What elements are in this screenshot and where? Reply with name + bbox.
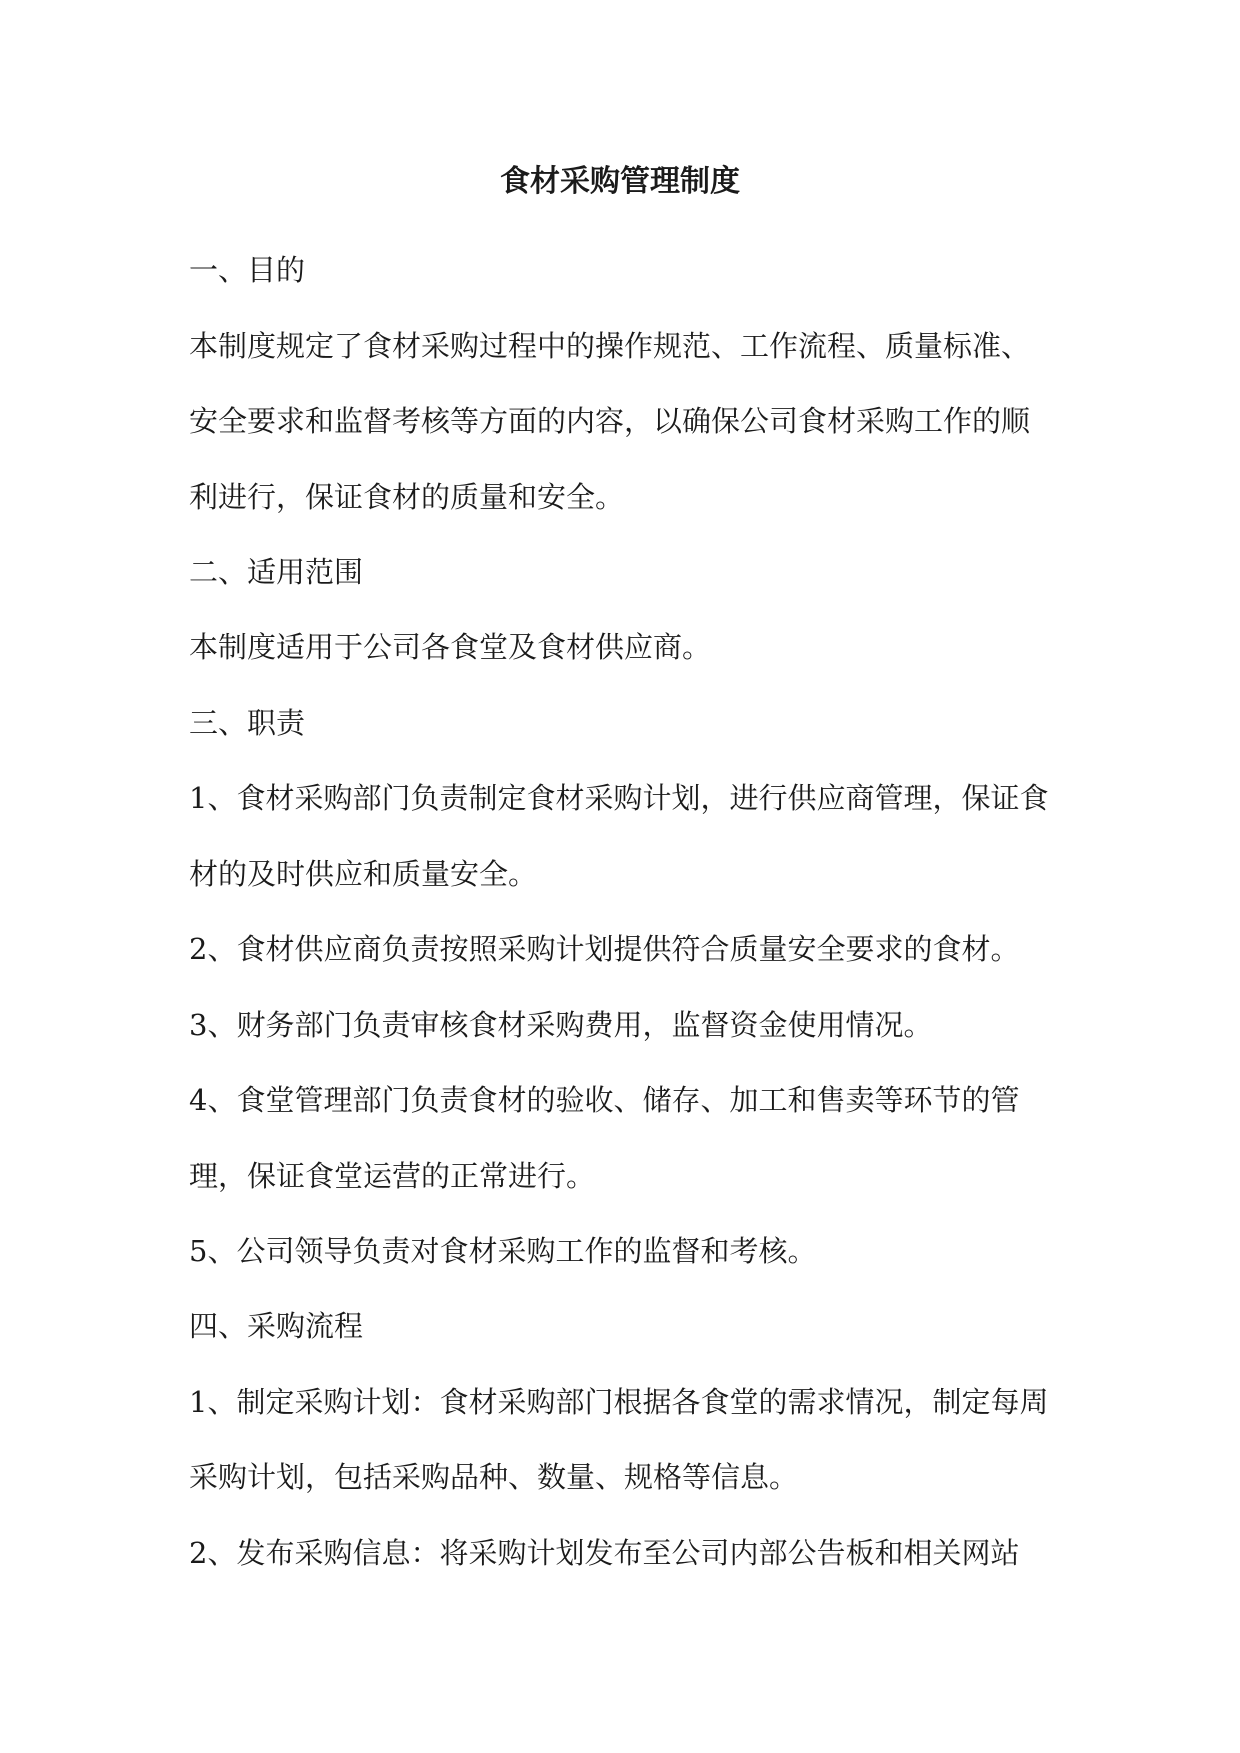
list-item-line: 理，保证食堂运营的正常进行。 [189, 1159, 596, 1193]
paragraph-line: 安全要求和监督考核等方面的内容，以确保公司食材采购工作的顺 [189, 404, 1031, 438]
list-item-line: 采购计划，包括采购品种、数量、规格等信息。 [189, 1460, 799, 1494]
list-item-line: 1、制定采购计划：食材采购部门根据各食堂的需求情况，制定每周 [189, 1385, 1049, 1419]
list-item-line: 5、公司领导负责对食材采购工作的监督和考核。 [189, 1234, 817, 1268]
list-item-line: 2、食材供应商负责按照采购计划提供符合质量安全要求的食材。 [189, 932, 1020, 966]
list-item-line: 材的及时供应和质量安全。 [189, 857, 538, 891]
list-item-line: 4、食堂管理部门负责食材的验收、储存、加工和售卖等环节的管 [189, 1083, 1020, 1117]
document-title: 食材采购管理制度 [500, 164, 740, 199]
list-item-line: 2、发布采购信息：将采购计划发布至公司内部公告板和相关网站 [189, 1536, 1020, 1570]
paragraph-line: 本制度适用于公司各食堂及食材供应商。 [189, 630, 712, 664]
paragraph-line: 利进行，保证食材的质量和安全。 [189, 480, 625, 514]
section-heading-procurement-process: 四、采购流程 [189, 1309, 364, 1343]
section-heading-purpose: 一、目的 [189, 253, 306, 287]
section-heading-scope: 二、适用范围 [189, 555, 364, 589]
list-item-line: 1、食材采购部门负责制定食材采购计划，进行供应商管理，保证食 [189, 781, 1049, 815]
paragraph-line: 本制度规定了食材采购过程中的操作规范、工作流程、质量标准、 [189, 329, 1031, 363]
list-item-line: 3、财务部门负责审核食材采购费用，监督资金使用情况。 [189, 1008, 933, 1042]
section-heading-duties: 三、职责 [189, 706, 306, 740]
